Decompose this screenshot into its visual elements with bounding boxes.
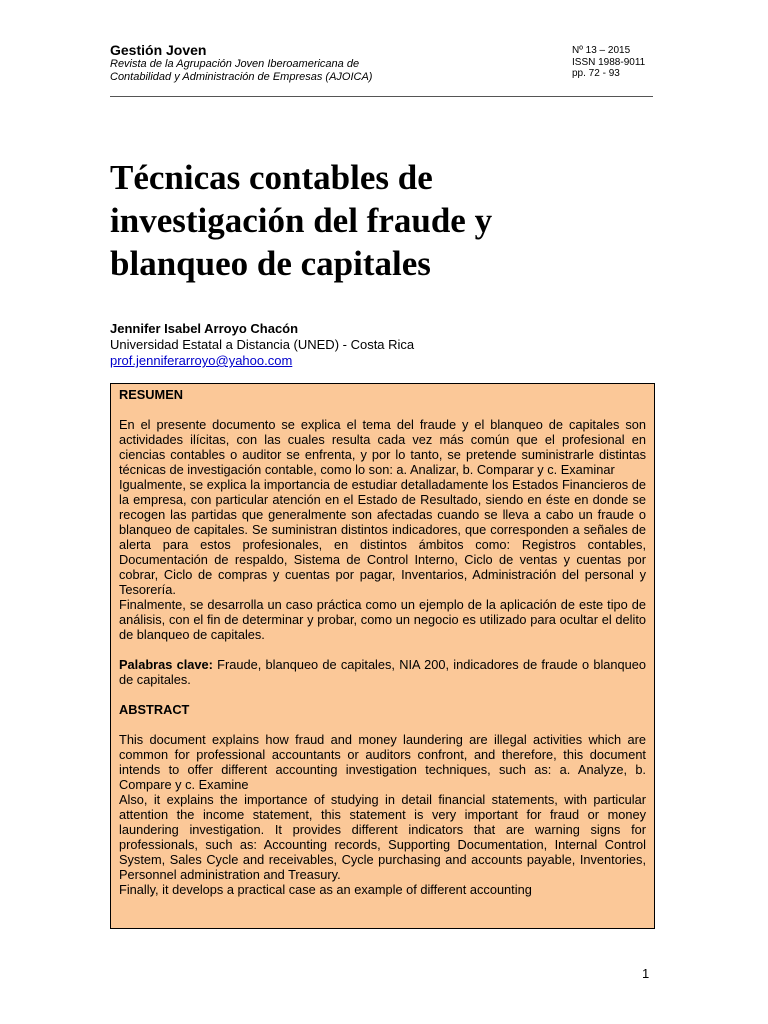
keywords	[119, 657, 646, 687]
header-divider	[110, 96, 653, 97]
author-email-link[interactable]: prof.jenniferarroyo@yahoo.com	[110, 353, 293, 368]
title-line-1: Técnicas contables de	[110, 158, 433, 197]
issn: ISSN 1988-9011	[572, 56, 646, 68]
page-number: 1	[642, 966, 650, 981]
resumen-paragraph-1: En el presente documento se explica el tema del fraude y el blanqueo de capitales son actividades ilícitas, con las cuales resulta cada vez más común que el profesional en ciencias contables o auditor se enfrenta, y por lo tanto, se pretende suministrarle distintas técnicas de investigación contable, como lo son: a. Analizar, b. Comparar y c. Examinar	[119, 417, 646, 477]
issue-number: Nº 13 – 2015	[572, 45, 631, 56]
resumen-paragraph-3: Finalmente, se desarrolla un caso práctica como un ejemplo de la aplicación de este tipo de análisis, con el fin de determinar y probar, como un negocio es utilizado para ocultar el delito de blanqueo de capitales.	[119, 597, 646, 642]
title-line-3: blanqueo de capitales	[110, 244, 431, 283]
issue-meta	[572, 45, 645, 80]
title-line-2: investigación del fraude y	[110, 201, 493, 240]
abstract-paragraph-1: This document explains how fraud and money laundering are illegal activities which are common for professional accountants or auditors confront, and therefore, this document intends to offer different accounting investigation techniques, such as: a. Analyze, b. Compare y c. Examine	[119, 732, 646, 792]
keywords-text: Fraude, blanqueo de capitales, NIA 200, indicadores de fraude o blanqueo de capitales.	[119, 657, 647, 687]
author-name: Jennifer Isabel Arroyo Chacón	[110, 321, 299, 336]
abstract-paragraph-2: Also, it explains the importance of studying in detail financial statements, with particular attention the income statement, this statement is very important for fraud or money laundering investigation. It provides different indicators that are warning signs for professionals, such as: Accounting records, Supporting Documentation, Internal Control System, Sales Cycle and receivables, Cycle purchasing and accounts payable, Inventories, Personnel administration and Treasury.	[119, 792, 646, 882]
author-block	[110, 321, 414, 369]
abstract-box	[110, 383, 655, 929]
journal-description-line-1: Revista de la Agrupación Joven Iberoamericana de	[110, 58, 360, 70]
author-affiliation: Universidad Estatal a Distancia (UNED) - Costa Rica	[110, 337, 415, 352]
abstract-paragraph-3: Finally, it develops a practical case as an example of different accounting	[119, 882, 532, 897]
resumen-heading: RESUMEN	[119, 387, 183, 402]
page-range: pp. 72 - 93	[572, 68, 620, 79]
journal-name: Gestión Joven	[110, 42, 207, 58]
paper-title	[110, 156, 570, 285]
abstract-heading: ABSTRACT	[119, 702, 190, 717]
keywords-label: Palabras clave:	[119, 657, 213, 672]
journal-description-line-2: Contabilidad y Administración de Empresas (AJOICA)	[110, 71, 373, 83]
journal-header	[110, 42, 530, 84]
resumen-paragraph-2: Igualmente, se explica la importancia de estudiar detalladamente los Estados Financieros de la empresa, con particular atención en el Estado de Resultado, siendo en éste en donde se recogen las partidas que generalmente son afectadas cuando se lleva a cabo un fraude o blanqueo de capitales. Se suministran distintos indicadores, que corresponden a señales de alerta para estos profesionales, en distintos ámbitos como: Registros contables, Documentación de respaldo, Sistema de Control Interno, Ciclo de ventas y cuentas por cobrar, Ciclo de compras y cuentas por pagar, Inventarios, Administración del personal y Tesorería.	[119, 477, 646, 597]
